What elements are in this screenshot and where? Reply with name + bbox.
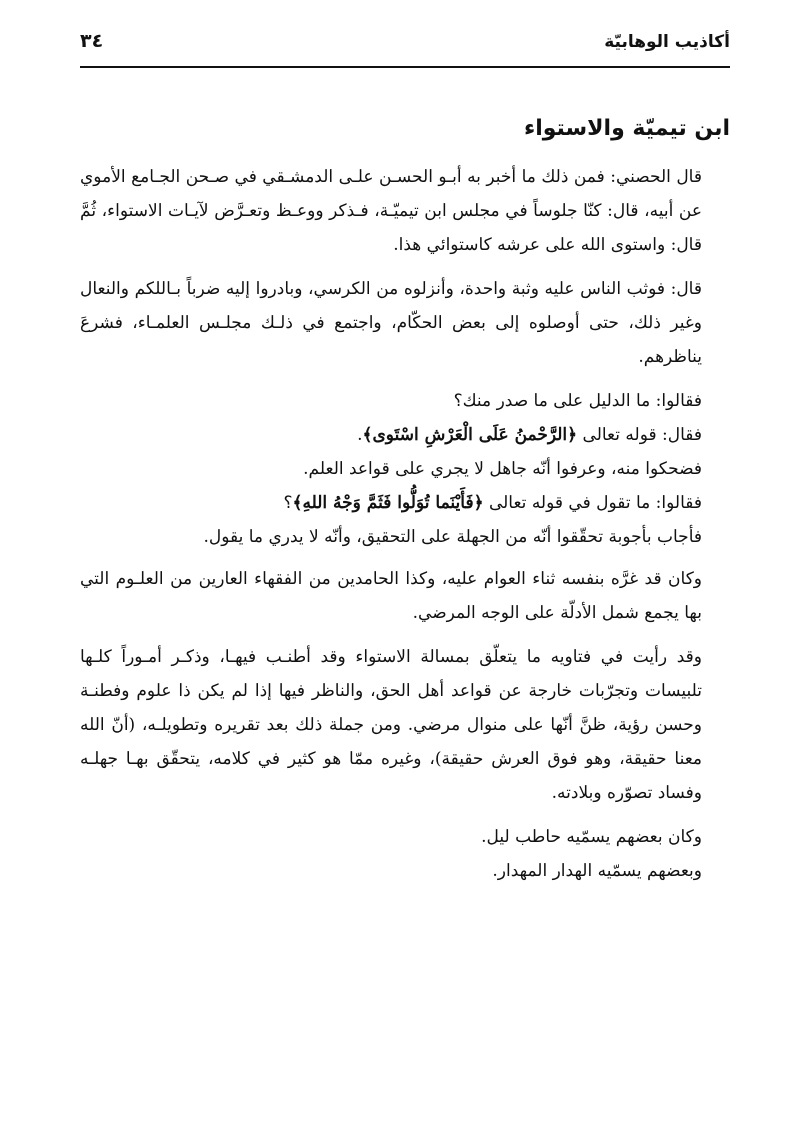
line-answer-1	[80, 418, 730, 452]
paragraph-3: وكان قد غرَّه بنفسه ثناء العوام عليه، وكذا الحامدين من الفقهاء العارين من العلـوم التي بها يجمع شمل الأدلّة على الوجه المرضي.	[80, 569, 702, 623]
line-nickname-2: وبعضهم يسمّيه الهدار المهدار.	[492, 861, 702, 881]
line-question-2	[80, 486, 730, 520]
running-title: أكاذيب الوهابيّة	[604, 32, 730, 52]
question-2-suffix: ؟	[283, 493, 293, 513]
page-number: ٣٤	[80, 30, 104, 52]
quran-verse-1: ﴿الرَّحْمنُ عَلَى الْعَرْشِ اسْتَوى﴾	[362, 425, 578, 445]
line-reaction: فضحكوا منه، وعرفوا أنّه جاهل لا يجري على قواعد العلم.	[303, 459, 702, 479]
paragraph-2: قال: فوثب الناس عليه وثبة واحدة، وأنزلوه من الكرسي، وبادروا إليه ضرباً بـاللكم والنعال وغير ذلك، حتى أوصلوه إلى بعض الحكّام، واجتمع في ذلـك مجلـس العلمـاء، فشرعَ يناظرهم.	[80, 279, 702, 367]
paragraph-4: وقد رأيت في فتاويه ما يتعلّق بمسالة الاستواء وقد أطنـب فيهـا، وذكـر أمـوراً كلـها تلبيسات وتجرّبات خارجة عن قواعد أهل الحق، والناظر فيها إذا لم يكن ذا علوم وفطنـة وحسن رؤية، ظنَّ أنّها على منوال مرضي. ومن جملة ذلك بعد تقريره وتطويلـه، (أنّ الله معنا حقيقة، وهو فوق العرش حقيقة)، وغيره ممّا هو كثير في كلامه، يتحقّق بهـا جهلـه وفساد تصوّره وبلادته.	[80, 647, 703, 803]
line-reply: فأجاب بأجوبة تحقّقوا أنّه من الجهلة على التحقيق، وأنّه لا يدري ما يقول.	[203, 527, 702, 547]
page-body	[80, 112, 730, 888]
header-rule	[80, 66, 730, 68]
section-heading: ابن تيميّة والاستواء	[523, 116, 730, 141]
answer-1-prefix: فقال: قوله تعالى	[577, 425, 702, 445]
page-header	[80, 30, 730, 60]
quran-verse-2: ﴿فَأَيْنَما تُوَلُّوا فَثَمَّ وَجْهُ اللهِ﴾	[292, 493, 484, 513]
answer-1-suffix: .	[357, 425, 363, 445]
question-2-prefix: فقالوا: ما تقول في قوله تعالى	[483, 493, 702, 513]
paragraph-1: قال الحصني: فمن ذلك ما أخبر به أبـو الحسـن علـى الدمشـقي في صـحن الجـامع الأموي عن أبيه، قال: كنّا جلوساً في مجلس ابن تيميّـة، فـذكر ووعـظ وتعـرَّض لآيـات الاستواء، ثُمَّ قال: واستوى الله على عرشه كاستوائي هذا.	[80, 167, 702, 255]
line-question-1: فقالوا: ما الدليل على ما صدر منك؟	[453, 391, 702, 411]
line-nickname-1: وكان بعضهم يسمّيه حاطب ليل.	[481, 827, 702, 847]
